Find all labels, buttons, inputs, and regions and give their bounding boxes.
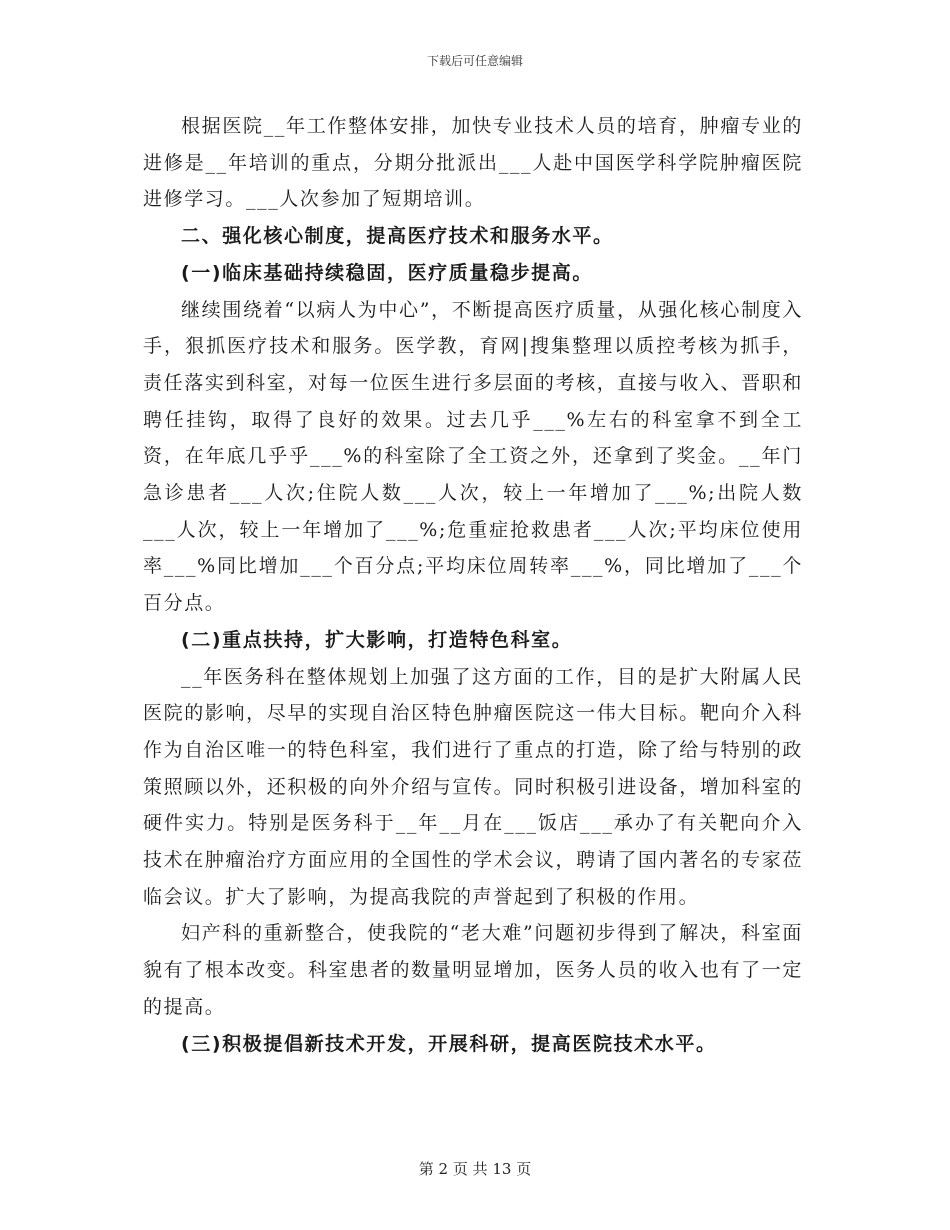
document-body (143, 108, 803, 1062)
paragraph-quality: 继续围绕着“以病人为中心”，不断提高医疗质量，从强化核心制度入手，狠抓医疗技术和服务。医学教，育网|搜集整理以质控考核为抓手，责任落实到科室，对每一位医生进行多层面的考核，直接与收入、晋职和聘任挂钩，取得了良好的效果。过去几乎___%左右的科室拿不到全工资，在年底几乎乎___%的科室除了全工资之外，还拿到了奖金。__年门急诊患者___人次;住院人数___人次，较上一年增加了___%;出院人数___人次，较上一年增加了___%;危重症抢救患者___人次;平均床位使用率___%同比增加___个百分点;平均床位周转率___%，同比增加了___个百分点。 (143, 298, 803, 615)
subsection-heading-3: (三)积极提倡新技术开发，开展科研，提高医院技术水平。 (181, 1032, 717, 1055)
paragraph-featured-dept: __年医务科在整体规划上加强了这方面的工作，目的是扩大附属人民医院的影响，尽早的实现自治区特色肿瘤医院这一伟大目标。靶向介入科作为自治区唯一的特色科室，我们进行了重点的打造，除了给与特别的政策照顾以外，还积极的向外介绍与宣传。同时积极引进设备，增加科室的硬件实力。特别是医务科于__年__月在___饭店___承办了有关靶向介入技术在肿瘤治疗方面应用的全国性的学术会议，聘请了国内著名的专家莅临会议。扩大了影响，为提高我院的声誉起到了积极的作用。 (143, 665, 803, 908)
section-heading-2: 二、强化核心制度，提高医疗技术和服务水平。 (181, 225, 614, 248)
page-footer: 第 2 页 共 13 页 (418, 1160, 532, 1178)
paragraph-obstetrics: 妇产科的重新整合，使我院的“老大难”问题初步得到了解决，科室面貌有了根本改变。科室患者的数量明显增加，医务人员的收入也有了一定的提高。 (143, 922, 803, 1018)
subsection-heading-2: (二)重点扶持，扩大影响，打造特色科室。 (181, 628, 573, 651)
subsection-heading-1: (一)临床基础持续稳固，医疗质量稳步提高。 (181, 261, 593, 284)
page-header: 下载后可任意编辑 (426, 54, 523, 68)
paragraph-training: 根据医院__年工作整体安排，加快专业技术人员的培育，肿瘤专业的进修是__年培训的重点，分期分批派出___人赴中国医学科学院肿瘤医院进修学习。___人次参加了短期培训。 (143, 115, 803, 211)
